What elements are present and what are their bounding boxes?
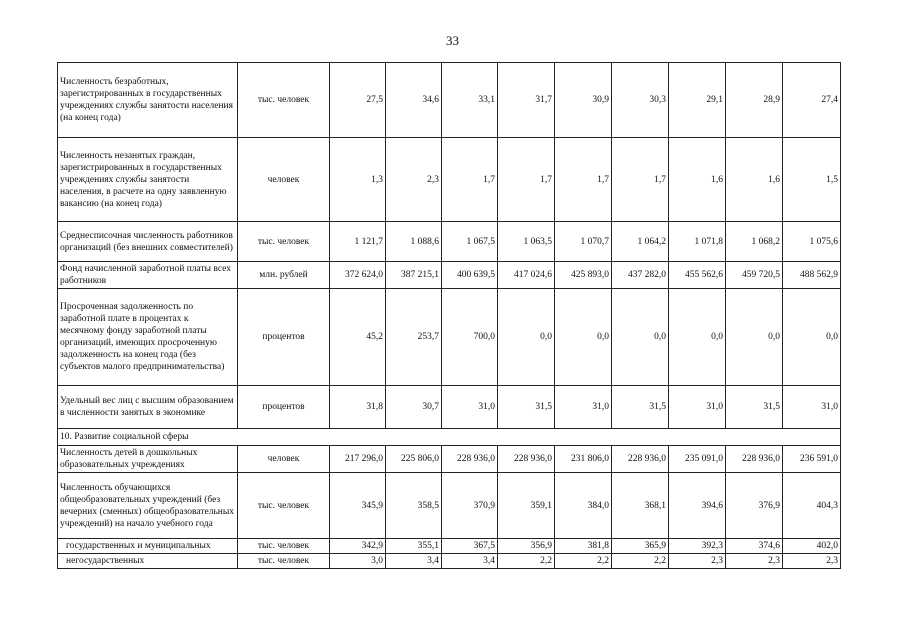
value-cell: 3,4	[386, 554, 442, 569]
value-cell: 402,0	[783, 539, 841, 554]
value-cell: 394,6	[669, 473, 726, 539]
indicator-cell: Фонд начисленной заработной платы всех работников	[58, 262, 238, 289]
value-cell: 1,7	[555, 138, 612, 222]
value-cell: 217 296,0	[330, 446, 386, 473]
value-cell: 30,7	[386, 386, 442, 429]
value-cell: 29,1	[669, 63, 726, 138]
indicator-cell: Численность детей в дошкольных образовательных учреждениях	[58, 446, 238, 473]
table-row	[58, 138, 841, 222]
value-cell: 1,6	[726, 138, 783, 222]
value-cell: 34,6	[386, 63, 442, 138]
value-cell: 372 624,0	[330, 262, 386, 289]
value-cell: 1,3	[330, 138, 386, 222]
value-cell: 0,0	[555, 289, 612, 386]
unit-cell: процентов	[238, 289, 330, 386]
table-section-header	[58, 429, 841, 446]
value-cell: 2,3	[726, 554, 783, 569]
value-cell: 33,1	[442, 63, 498, 138]
value-cell: 1,7	[612, 138, 669, 222]
value-cell: 253,7	[386, 289, 442, 386]
value-cell: 0,0	[726, 289, 783, 386]
table-row	[58, 446, 841, 473]
value-cell: 31,0	[555, 386, 612, 429]
value-cell: 0,0	[783, 289, 841, 386]
table-row	[58, 63, 841, 138]
value-cell: 1 063,5	[498, 222, 555, 262]
value-cell: 455 562,6	[669, 262, 726, 289]
value-cell: 30,3	[612, 63, 669, 138]
value-cell: 342,9	[330, 539, 386, 554]
table-row	[58, 539, 841, 554]
unit-cell: тыс. человек	[238, 539, 330, 554]
value-cell: 365,9	[612, 539, 669, 554]
value-cell: 31,0	[783, 386, 841, 429]
value-cell: 228 936,0	[726, 446, 783, 473]
value-cell: 488 562,9	[783, 262, 841, 289]
value-cell: 355,1	[386, 539, 442, 554]
value-cell: 1 071,8	[669, 222, 726, 262]
value-cell: 2,3	[783, 554, 841, 569]
unit-cell: тыс. человек	[238, 222, 330, 262]
value-cell: 31,0	[442, 386, 498, 429]
value-cell: 359,1	[498, 473, 555, 539]
value-cell: 231 806,0	[555, 446, 612, 473]
value-cell: 1 088,6	[386, 222, 442, 262]
unit-cell: тыс. человек	[238, 63, 330, 138]
table-row	[58, 222, 841, 262]
value-cell: 345,9	[330, 473, 386, 539]
value-cell: 700,0	[442, 289, 498, 386]
table-row	[58, 289, 841, 386]
value-cell: 27,5	[330, 63, 386, 138]
indicator-cell: государственных и муниципальных	[58, 539, 238, 554]
value-cell: 31,5	[612, 386, 669, 429]
value-cell: 228 936,0	[442, 446, 498, 473]
indicator-cell: Среднесписочная численность работников организаций (без внешних совместителей)	[58, 222, 238, 262]
indicator-cell: Численность незанятых граждан, зарегистрированных в государственных учреждениях службы занятости населения, в расчете на одну заявленную вакансию (на конец года)	[58, 138, 238, 222]
value-cell: 2,2	[555, 554, 612, 569]
value-cell: 1,6	[669, 138, 726, 222]
value-cell: 459 720,5	[726, 262, 783, 289]
value-cell: 2,3	[669, 554, 726, 569]
indicator-cell: Численность обучающихся общеобразовательных учреждений (без вечерних (сменных) общеобразовательных учреждений) на начало учебного года	[58, 473, 238, 539]
value-cell: 1 067,5	[442, 222, 498, 262]
value-cell: 376,9	[726, 473, 783, 539]
value-cell: 1 121,7	[330, 222, 386, 262]
value-cell: 27,4	[783, 63, 841, 138]
value-cell: 381,8	[555, 539, 612, 554]
table-row	[58, 386, 841, 429]
value-cell: 236 591,0	[783, 446, 841, 473]
value-cell: 1,7	[442, 138, 498, 222]
value-cell: 425 893,0	[555, 262, 612, 289]
value-cell: 370,9	[442, 473, 498, 539]
table-row	[58, 262, 841, 289]
value-cell: 31,8	[330, 386, 386, 429]
table-body-social	[58, 446, 841, 569]
value-cell: 31,7	[498, 63, 555, 138]
indicator-cell: Численность безработных, зарегистрированных в государственных учреждениях службы занятости населения (на конец года)	[58, 63, 238, 138]
value-cell: 3,0	[330, 554, 386, 569]
statistics-table	[57, 62, 841, 569]
value-cell: 28,9	[726, 63, 783, 138]
value-cell: 225 806,0	[386, 446, 442, 473]
value-cell: 0,0	[669, 289, 726, 386]
unit-cell: тыс. человек	[238, 554, 330, 569]
unit-cell: процентов	[238, 386, 330, 429]
value-cell: 1 070,7	[555, 222, 612, 262]
value-cell: 400 639,5	[442, 262, 498, 289]
value-cell: 368,1	[612, 473, 669, 539]
indicator-cell: Удельный вес лиц с высшим образованием в численности занятых в экономике	[58, 386, 238, 429]
page-number: 33	[446, 33, 459, 48]
value-cell: 31,5	[726, 386, 783, 429]
value-cell: 374,6	[726, 539, 783, 554]
indicator-cell: негосударственных	[58, 554, 238, 569]
value-cell: 1 068,2	[726, 222, 783, 262]
value-cell: 387 215,1	[386, 262, 442, 289]
value-cell: 384,0	[555, 473, 612, 539]
section-title: 10. Развитие социальной сферы	[58, 429, 841, 446]
value-cell: 367,5	[442, 539, 498, 554]
value-cell: 235 091,0	[669, 446, 726, 473]
value-cell: 2,2	[612, 554, 669, 569]
value-cell: 417 024,6	[498, 262, 555, 289]
value-cell: 228 936,0	[612, 446, 669, 473]
unit-cell: человек	[238, 446, 330, 473]
table-body-economy	[58, 63, 841, 429]
section-row	[58, 429, 841, 446]
unit-cell: млн. рублей	[238, 262, 330, 289]
value-cell: 2,3	[386, 138, 442, 222]
value-cell: 1,5	[783, 138, 841, 222]
value-cell: 31,5	[498, 386, 555, 429]
value-cell: 0,0	[612, 289, 669, 386]
value-cell: 0,0	[498, 289, 555, 386]
value-cell: 31,0	[669, 386, 726, 429]
unit-cell: человек	[238, 138, 330, 222]
value-cell: 228 936,0	[498, 446, 555, 473]
table-row	[58, 554, 841, 569]
value-cell: 45,2	[330, 289, 386, 386]
value-cell: 392,3	[669, 539, 726, 554]
value-cell: 3,4	[442, 554, 498, 569]
value-cell: 356,9	[498, 539, 555, 554]
indicator-cell: Просроченная задолженность по заработной плате в процентах к месячному фонду заработной платы организаций, имеющих просроченную задолженность на конец года (без субъектов малого предпринимательства)	[58, 289, 238, 386]
unit-cell: тыс. человек	[238, 473, 330, 539]
value-cell: 30,9	[555, 63, 612, 138]
table-row	[58, 473, 841, 539]
value-cell: 358,5	[386, 473, 442, 539]
value-cell: 2,2	[498, 554, 555, 569]
value-cell: 1,7	[498, 138, 555, 222]
value-cell: 1 075,6	[783, 222, 841, 262]
value-cell: 404,3	[783, 473, 841, 539]
value-cell: 1 064,2	[612, 222, 669, 262]
value-cell: 437 282,0	[612, 262, 669, 289]
